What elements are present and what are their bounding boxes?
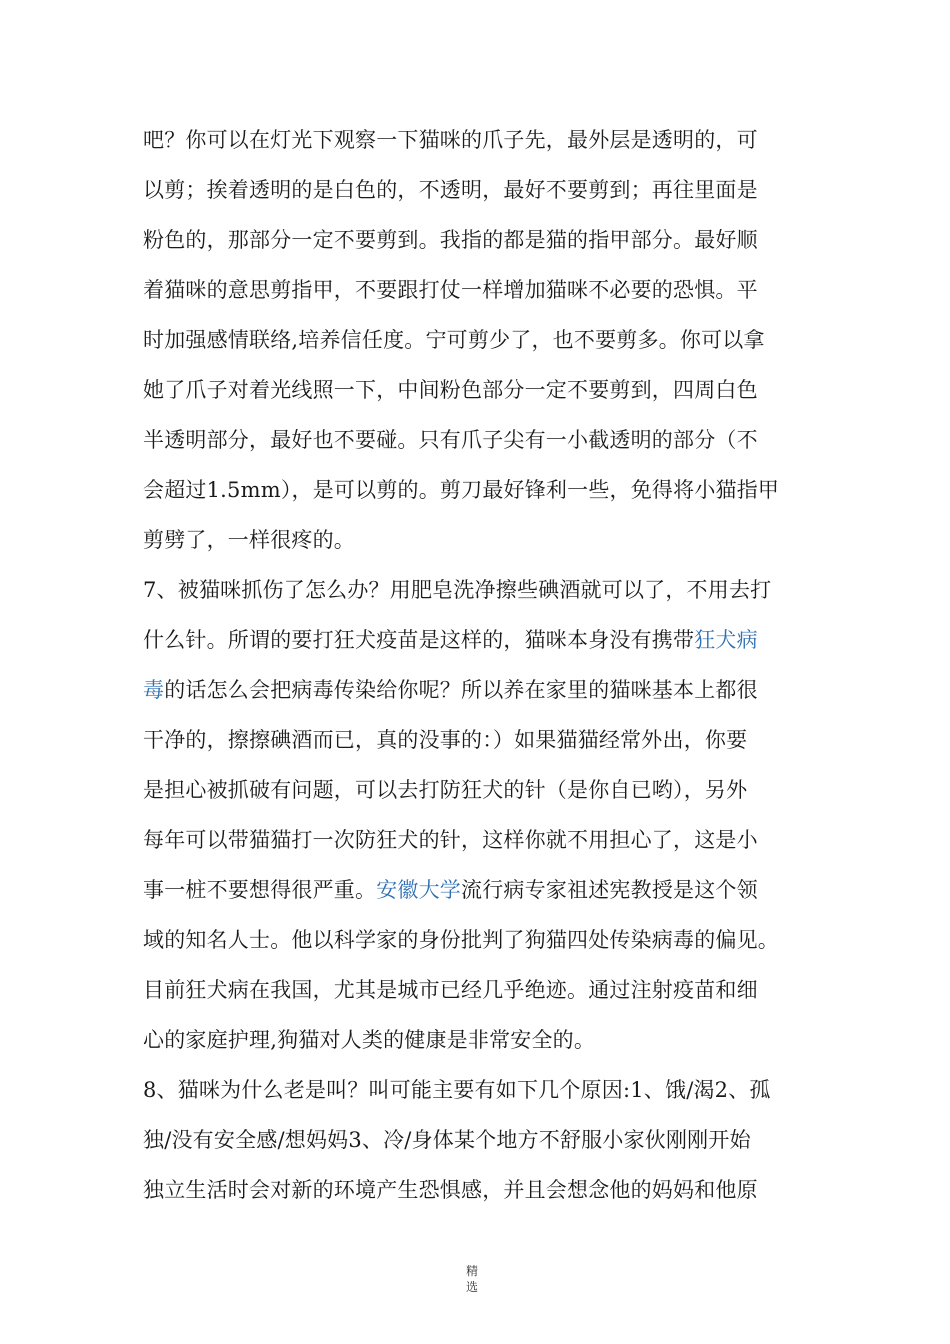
text-line: 什么针。所谓的要打狂犬疫苗是这样的，猫咪本身没有携带狂犬病 [143,628,758,652]
text-line: 心的家庭护理,狗猫对人类的健康是非常安全的。 [143,1028,596,1052]
text-line: 事一桩不要想得很严重。安徽大学流行病专家祖述宪教授是这个领 [143,878,758,902]
text-line: 是担心被抓破有问题，可以去打防狂犬的针（是你自已哟），另外 [143,778,748,802]
text-line: 目前狂犬病在我国，尤其是城市已经几乎绝迹。通过注射疫苗和细 [143,978,758,1002]
text-line: 吧？你可以在灯光下观察一下猫咪的爪子先，最外层是透明的，可 [143,128,758,152]
text-line: 每年可以带猫猫打一次防狂犬的针，这样你就不用担心了，这是小 [143,828,758,852]
text-line: 以剪；挨着透明的是白色的，不透明，最好不要剪到；再往里面是 [143,178,758,202]
text-line: 她了爪子对着光线照一下，中间粉色部分一定不要剪到，四周白色 [143,378,758,402]
text-line: 半透明部分，最好也不要碰。只有爪子尖有一小截透明的部分（不 [143,428,758,452]
text-line: 干净的，擦擦碘酒而已，真的没事的：）如果猫猫经常外出，你要 [143,728,748,752]
text-line: 着猫咪的意思剪指甲，不要跟打仗一样增加猫咪不必要的恐惧。平 [143,278,758,302]
rabies-virus-link-continued[interactable]: 毒 [143,678,165,702]
text-line: 独立生活时会对新的环境产生恐惧感，并且会想念他的妈妈和他原 [143,1178,758,1202]
footer-char: 精 [466,1264,479,1278]
page-footer [466,1263,480,1295]
text-line: 粉色的，那部分一定不要剪到。我指的都是猫的指甲部分。最好顺 [143,228,758,252]
rabies-virus-link[interactable]: 狂犬病 [694,628,758,652]
text-line: 剪劈了，一样很疼的。 [143,528,355,552]
anhui-university-link[interactable]: 安徽大学 [376,878,462,902]
text-line: 独/没有安全感/想妈妈3、冷/身体某个地方不舒服小家伙刚刚开始 [143,1128,751,1152]
text-line: 时加强感情联络,培养信任度。宁可剪少了，也不要剪多。你可以拿 [143,328,765,352]
footer-char: 选 [466,1280,479,1294]
section-8-heading-line: 8、猫咪为什么老是叫？叫可能主要有如下几个原因:1、饿/渴2、孤 [143,1078,771,1102]
section-7-heading-line: 7、被猫咪抓伤了怎么办？用肥皂洗净擦些碘酒就可以了，不用去打 [143,578,772,602]
text-line: 会超过1.5mm），是可以剪的。剪刀最好锋利一些，免得将小猫指甲 [143,478,780,502]
text-line: 毒的话怎么会把病毒传染给你呢？所以养在家里的猫咪基本上都很 [143,678,758,702]
text-line: 域的知名人士。他以科学家的身份批判了狗猫四处传染病毒的偏见。 [143,928,779,952]
